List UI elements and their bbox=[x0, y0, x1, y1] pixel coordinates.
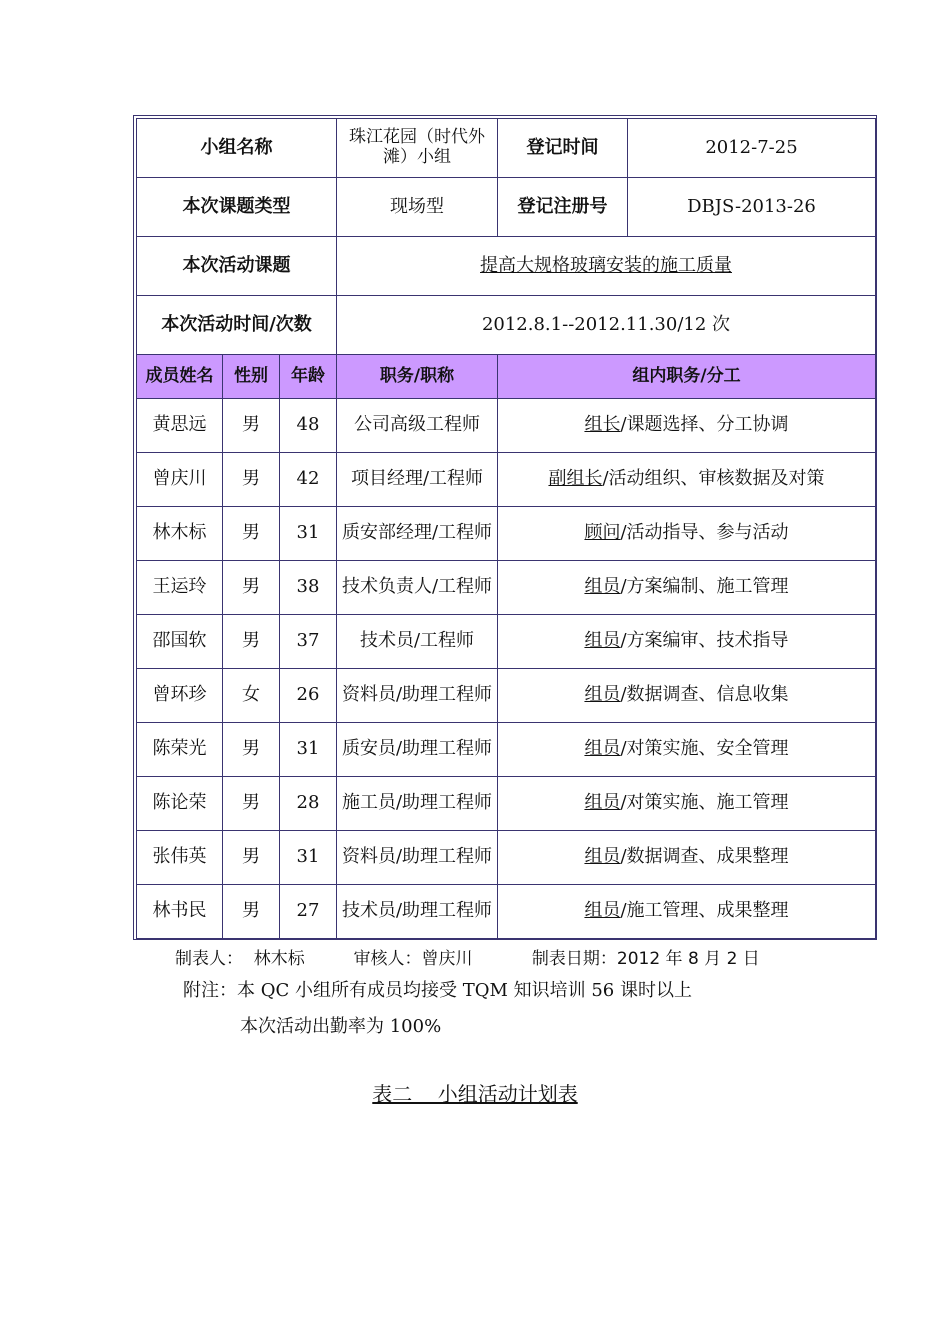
topic-type-value: 现场型 bbox=[337, 178, 498, 237]
table-row bbox=[137, 777, 876, 831]
member-gender: 男 bbox=[223, 831, 280, 885]
member-rows bbox=[137, 399, 876, 939]
member-duty-text: /对策实施、施工管理 bbox=[620, 792, 789, 814]
table-row bbox=[137, 885, 876, 939]
member-duty bbox=[498, 615, 876, 669]
member-name: 邵国软 bbox=[137, 615, 223, 669]
note-training: 附注：本 QC 小组所有成员均接受 TQM 知识培训 56 课时以上 bbox=[183, 980, 692, 1001]
member-duty-text: /对策实施、安全管理 bbox=[620, 738, 789, 760]
topic-label: 本次活动课题 bbox=[137, 237, 337, 296]
table-row bbox=[137, 831, 876, 885]
qc-group-table bbox=[136, 118, 876, 939]
reg-no-value: DBJS-2013-26 bbox=[628, 178, 876, 237]
row-group-name bbox=[137, 119, 876, 178]
member-name: 曾环珍 bbox=[137, 669, 223, 723]
member-age: 31 bbox=[280, 723, 337, 777]
col-gender-header: 性别 bbox=[223, 355, 280, 399]
member-age: 48 bbox=[280, 399, 337, 453]
member-role: 组员 bbox=[584, 576, 621, 598]
member-title: 质安部经理/工程师 bbox=[337, 507, 498, 561]
table-row bbox=[137, 615, 876, 669]
member-duty bbox=[498, 777, 876, 831]
member-title: 项目经理/工程师 bbox=[337, 453, 498, 507]
member-role: 组员 bbox=[584, 684, 621, 706]
member-table-frame bbox=[133, 115, 877, 940]
reg-no-label: 登记注册号 bbox=[498, 178, 628, 237]
member-duty-text: /方案编审、技术指导 bbox=[620, 630, 789, 652]
member-gender: 男 bbox=[223, 885, 280, 939]
member-title: 技术员/工程师 bbox=[337, 615, 498, 669]
member-role: 顾问 bbox=[584, 522, 621, 544]
member-gender: 男 bbox=[223, 453, 280, 507]
member-duty-text: /数据调查、成果整理 bbox=[620, 846, 789, 868]
col-duty-header: 组内职务/分工 bbox=[498, 355, 876, 399]
member-role: 组员 bbox=[584, 738, 621, 760]
table-row bbox=[137, 723, 876, 777]
reg-time-label: 登记时间 bbox=[498, 119, 628, 178]
row-topic-type bbox=[137, 178, 876, 237]
member-header-row bbox=[137, 355, 876, 399]
member-age: 38 bbox=[280, 561, 337, 615]
member-gender: 男 bbox=[223, 399, 280, 453]
member-duty-text: /数据调查、信息收集 bbox=[620, 684, 789, 706]
member-name: 林书民 bbox=[137, 885, 223, 939]
topic-value: 提高大规格玻璃安装的施工质量 bbox=[480, 254, 732, 276]
member-title: 施工员/助理工程师 bbox=[337, 777, 498, 831]
member-duty bbox=[498, 399, 876, 453]
member-role: 组员 bbox=[584, 846, 621, 868]
member-duty-text: /活动组织、审核数据及对策 bbox=[602, 468, 825, 490]
reg-time-value: 2012-7-25 bbox=[628, 119, 876, 178]
member-gender: 男 bbox=[223, 777, 280, 831]
member-age: 37 bbox=[280, 615, 337, 669]
member-role: 组员 bbox=[584, 630, 621, 652]
member-duty bbox=[498, 885, 876, 939]
member-duty-text: /活动指导、参与活动 bbox=[620, 522, 789, 544]
member-age: 31 bbox=[280, 507, 337, 561]
member-title: 质安员/助理工程师 bbox=[337, 723, 498, 777]
table-row bbox=[137, 453, 876, 507]
member-duty-text: /施工管理、成果整理 bbox=[620, 900, 789, 922]
table-row bbox=[137, 399, 876, 453]
member-name: 林木标 bbox=[137, 507, 223, 561]
col-age-header: 年龄 bbox=[280, 355, 337, 399]
note-attendance: 本次活动出勤率为 100% bbox=[240, 1016, 442, 1037]
group-name-label: 小组名称 bbox=[137, 119, 337, 178]
member-role: 组员 bbox=[584, 900, 621, 922]
member-age: 31 bbox=[280, 831, 337, 885]
member-duty bbox=[498, 669, 876, 723]
member-gender: 女 bbox=[223, 669, 280, 723]
member-title: 公司高级工程师 bbox=[337, 399, 498, 453]
member-role: 副组长 bbox=[548, 468, 603, 490]
table-row bbox=[137, 561, 876, 615]
row-period bbox=[137, 296, 876, 355]
member-title: 技术员/助理工程师 bbox=[337, 885, 498, 939]
member-age: 28 bbox=[280, 777, 337, 831]
member-gender: 男 bbox=[223, 507, 280, 561]
period-label: 本次活动时间/次数 bbox=[137, 296, 337, 355]
plan-table-title: 表二 小组活动计划表 bbox=[372, 1082, 578, 1106]
member-role: 组长 bbox=[584, 414, 621, 436]
member-duty-text: /方案编制、施工管理 bbox=[620, 576, 789, 598]
member-duty bbox=[498, 453, 876, 507]
period-value: 2012.8.1--2012.11.30/12 次 bbox=[337, 296, 876, 355]
group-name-value: 珠江花园（时代外滩）小组 bbox=[337, 119, 498, 178]
col-title-header: 职务/职称 bbox=[337, 355, 498, 399]
member-title: 资料员/助理工程师 bbox=[337, 831, 498, 885]
table-row bbox=[137, 507, 876, 561]
member-name: 陈荣光 bbox=[137, 723, 223, 777]
member-duty bbox=[498, 561, 876, 615]
member-name: 黄思远 bbox=[137, 399, 223, 453]
member-age: 26 bbox=[280, 669, 337, 723]
member-name: 张伟英 bbox=[137, 831, 223, 885]
member-gender: 男 bbox=[223, 723, 280, 777]
member-duty-text: /课题选择、分工协调 bbox=[620, 414, 789, 436]
member-gender: 男 bbox=[223, 561, 280, 615]
member-title: 资料员/助理工程师 bbox=[337, 669, 498, 723]
member-duty bbox=[498, 507, 876, 561]
member-duty bbox=[498, 831, 876, 885]
member-role: 组员 bbox=[584, 792, 621, 814]
topic-type-label: 本次课题类型 bbox=[137, 178, 337, 237]
col-name-header: 成员姓名 bbox=[137, 355, 223, 399]
member-age: 27 bbox=[280, 885, 337, 939]
member-age: 42 bbox=[280, 453, 337, 507]
member-name: 王运玲 bbox=[137, 561, 223, 615]
table-row bbox=[137, 669, 876, 723]
member-gender: 男 bbox=[223, 615, 280, 669]
member-name: 陈论荣 bbox=[137, 777, 223, 831]
table-footer-line: 制表人： 林木标 审核人：曾庆川 制表日期：2012 年 8 月 2 日 bbox=[175, 949, 760, 969]
row-topic bbox=[137, 237, 876, 296]
member-title: 技术负责人/工程师 bbox=[337, 561, 498, 615]
member-duty bbox=[498, 723, 876, 777]
member-name: 曾庆川 bbox=[137, 453, 223, 507]
